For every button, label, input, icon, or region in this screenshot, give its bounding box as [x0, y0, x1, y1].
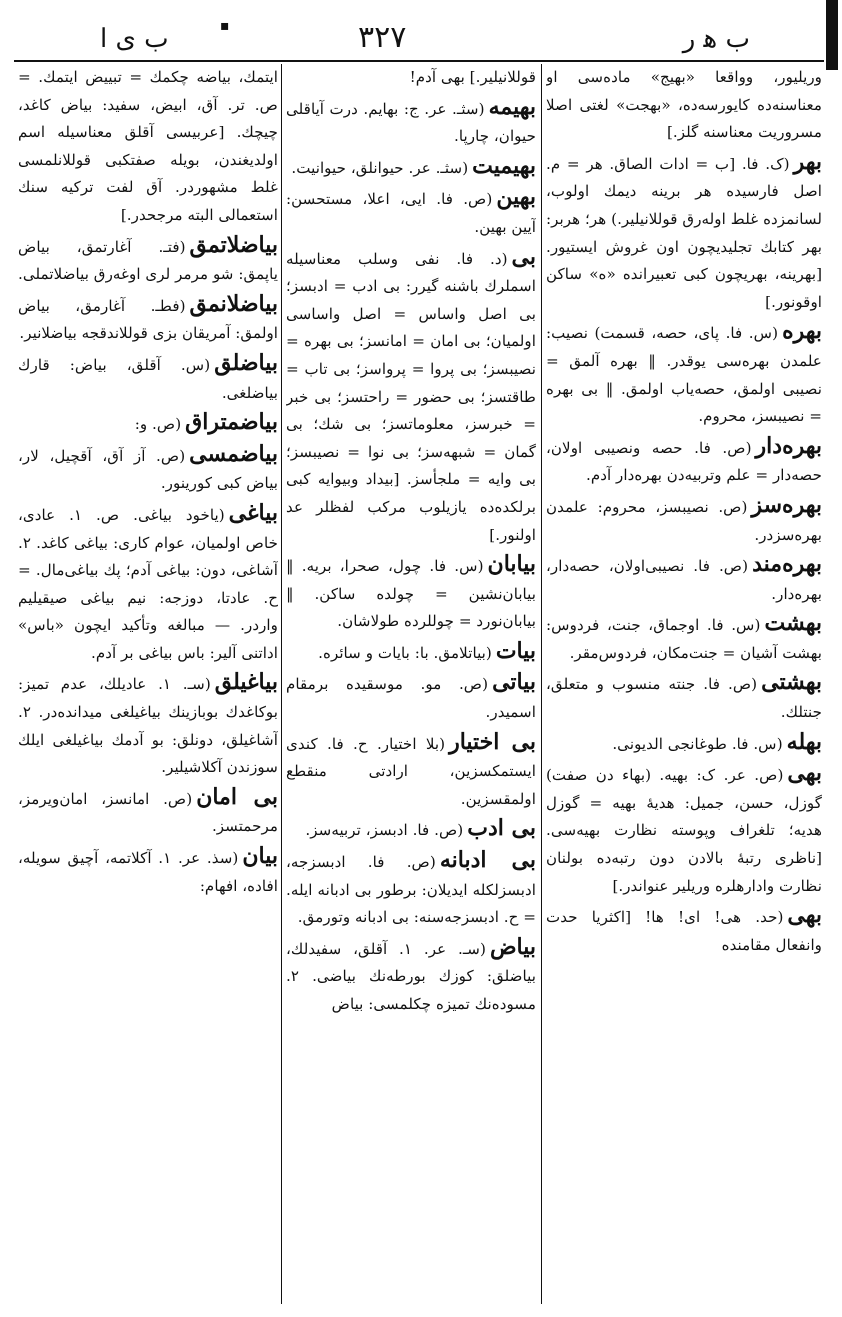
column-right [546, 64, 822, 1304]
dictionary-entry [286, 94, 536, 151]
entry-definition: (ص. فا. جنته منسوب و متعلق، جنتلك. [546, 675, 822, 722]
header-rule [14, 60, 824, 62]
entry-headword: بهر [793, 148, 822, 175]
column-middle [286, 64, 536, 1304]
entry-definition: (ص. و: [134, 415, 182, 434]
entry-definition: (ص. فا. ادبسز، تربیه‌سز. [305, 821, 464, 840]
entry-headword: بیاتی [492, 669, 536, 696]
dictionary-entry [286, 551, 536, 636]
entry-definition: (س. فا. طوغانجی الدیونی. [612, 734, 783, 753]
dictionary-entry [546, 318, 822, 430]
dictionary-entry [18, 669, 278, 781]
column-divider-left [281, 64, 282, 1304]
dictionary-entry [18, 500, 278, 668]
dictionary-entry [286, 64, 536, 92]
entry-definition: (سثـ. عر. حیوانلق، حیوانیت. [291, 158, 469, 177]
entry-headword: بیاض [489, 933, 536, 960]
entry-headword: بهره [782, 318, 822, 345]
dictionary-entry [18, 441, 278, 498]
entry-headword: بیان [242, 843, 278, 870]
entry-definition: (سثـ. عر. ج: بهایم. درت آیاقلی حیوان، چارپا. [286, 99, 536, 146]
entry-definition: (ص. مو. موسقیده برمقام اسمیدر. [286, 675, 536, 722]
page-number: ٣٢٧ [358, 20, 407, 55]
entry-headword: بهیمه [488, 93, 536, 120]
entry-definition: ایتمك، بیاضه چکمك = تبییض ایتمك. = ص. تر. آق، ابیض، سفید: بیاض کاغد، چیچك. [عربیسی آقلق معناسیله اسم اولدیغندن، بویله صفتکبی قوللانلمسی غلط مشهوردر. آق لفت ترکیه سنك استعمالی البته مرجحدر.] [18, 68, 278, 224]
dictionary-entry [286, 244, 536, 550]
entry-definition: (ص. آز آق، آقچیل، لار، بیاض کبی کورینور. [18, 446, 278, 493]
dictionary-entry [18, 409, 278, 439]
entry-definition: (س. آقلق، بیاض: قارك بیاضلغی. [18, 355, 278, 402]
entry-headword: بیاضلانمق [189, 290, 278, 317]
entry-definition: (فتـ. آغارتمق، بیاض یاپمق: شو مرمر لری اوغه‌رق بیاضلاتملی. [18, 237, 278, 284]
entry-headword: بی امان [196, 783, 278, 810]
dictionary-entry [546, 760, 822, 900]
entry-headword: بیاضلق [214, 349, 278, 376]
column-left [18, 64, 278, 1304]
dictionary-entry [18, 350, 278, 407]
dictionary-entry [286, 638, 536, 668]
entry-definition: (ص. فا. ایی، اعلا، مستحسن: آیین بهین. [286, 190, 536, 236]
entry-definition: (ص. نصیبسز، محروم: علمدن بهره‌سزدر. [546, 497, 822, 544]
entry-definition: (سـ. عر. ١. آقلق، سفیدلك، بیاضلق: کوزك بورطه‌نك بیاضی. ٢. مسوده‌نك تمیزه چکلمسی: بیاض [286, 939, 536, 1013]
entry-definition: (سـ. ١. عادیلك، عدم تمیز: بوکاغدك بوبازینك بیاغیلغی میدانده‌در. ٢. آشاغیلق، دونلق: بو آدمك بیاغیلغی ایلك سوزندن آکلاشیلیر. [18, 675, 278, 777]
entry-headword: بیاغیلق [214, 669, 278, 696]
entry-headword: بیابان [487, 551, 536, 578]
dictionary-entry [546, 669, 822, 726]
dictionary-entry [286, 669, 536, 726]
entry-headword: بیاضمسی [189, 440, 278, 467]
entry-definition: (بلا اختیار. ح. فا. کندی ایستمکسزین، ارادتی منقطع اولمقسزین. [286, 734, 536, 808]
dictionary-entry [18, 64, 278, 230]
entry-headword: بیاغی [228, 499, 278, 526]
entry-definition: (ص. فا. ادبسزجه، ادبسزلکله ایدیلان: برطور بی ادبانه ایله. = ح. ادبسزجه‌سنه: بی ادبانه وتورمق. [286, 853, 536, 927]
entry-headword: بهشت [764, 610, 822, 637]
dictionary-entry [18, 843, 278, 900]
entry-definition: قوللانیلیر.] بهی آدم! [409, 68, 536, 86]
entry-headword: بهره‌سز [751, 491, 822, 518]
entry-definition: (ص. امانسز، امان‌ویرمز، مرحمتسز. [18, 789, 278, 836]
entry-headword: بهشتی [761, 669, 822, 696]
running-header [0, 18, 842, 58]
entry-headword: بهره‌دار [755, 432, 822, 459]
entry-definition: (بیاتلامق. با: بایات و سائره. [318, 643, 492, 662]
dictionary-entry [286, 815, 536, 845]
entry-headword: بهیمیت [472, 152, 536, 179]
entry-definition: (ص. فا. نصیبی‌اولان، حصه‌دار، بهره‌دار. [546, 557, 822, 603]
entry-headword: بهی [787, 760, 822, 787]
entry-definition: (س. فا. چول، صحرا، بریه. ‖ بیابان‌نشین = چولده ساکن. ‖ بیابان‌نورد = چوللرده طولاشان. [286, 557, 536, 631]
entry-definition: (حد. هی! ای! ها! [اکثریا حدت وانفعال مقامنده [546, 908, 822, 954]
header-left-guide-word: ب ی ا [100, 24, 169, 54]
dictionary-entry [18, 291, 278, 348]
entry-headword: بهله [786, 728, 822, 755]
dictionary-entry [546, 64, 822, 147]
entry-definition: (س. فا. اوجماق، جنت، فردوس: بهشت آشیان = جنت‌مکان، فردوس‌مقر. [546, 616, 822, 662]
dictionary-entry [546, 149, 822, 317]
entry-definition: وریلیور، وواقعا «بهیج» ماده‌سی او معناسنه‌ده کایورسه‌ده، «بهجت» لغتی اصلا مسروریت معناسنه گلز.] [546, 68, 822, 142]
entry-definition: (ک. فا. [ب = ادات الصاق. هر = م. اصل فارسیده هر برینه دیمك اولوب، لسانمزده غلط اوله‌رق قوللانیلیر.) هر؛ هربر: بهر کتابك تجلیدیچون اون غروش ایستیور. [بهرینه، بهریچون کبی تعبیرانده «ه» ساکن اوقونور.] [546, 154, 822, 311]
entry-headword: بی ادب [467, 815, 536, 842]
entry-headword: بیاضلاتمق [189, 231, 278, 258]
dictionary-entry [546, 551, 822, 608]
entry-headword: بهره‌مند [752, 551, 822, 578]
header-right-guide-word: ب ﻫ ر [682, 24, 750, 54]
dictionary-entry [546, 492, 822, 549]
entry-headword: بی اختیار [449, 728, 536, 755]
dictionary-entry [286, 934, 536, 1019]
entry-definition: (د. فا. نفی وسلب معناسیله اسملرك باشنه گیرر: بی ادب = ادبسز؛ بی اصل واساس = اصل واساسی اولمیان؛ بی امان = امانسز؛ بی بهره = نصیبسز؛ بی پروا = پرواسز؛ بی تاب = طاقتسز؛ بی حضور = راحتسز؛ بی خبر = خبرسز، معلوماتسز؛ بی شك؛ بی گمان = شبهه‌سز؛ بی نوا = نصیبسز؛ بی وایه = ملجأسز. [بیداد وبیوایه کبی برلکده‌ده یازیلوب مرکب لفظلر عد اولنور.] [286, 249, 536, 544]
entry-definition: (فطـ. آغارمق، بیاض اولمق: آمریقان بزی قوللاندقجه بیاضلانیر. [18, 296, 278, 343]
entry-definition: (سذ. عر. ١. آکلاتمه، آچیق سویله، افاده، افهام: [18, 849, 278, 895]
dictionary-entry [286, 184, 536, 241]
dictionary-entry [286, 729, 536, 814]
entry-headword: بیات [495, 637, 536, 664]
dictionary-entry [286, 847, 536, 932]
entry-definition: (ص. فا. حصه ونصیبی اولان، حصه‌دار = علم وتربیه‌دن بهره‌دار آدم. [546, 438, 822, 485]
entry-definition: (س. فا. پای، حصه، قسمت) نصیب: علمدن بهره‌سی یوقدر. ‖ بهره آلمق = نصیبی اولمق، حصه‌یاب اولمق. ‖ بی بهره = نصیبسز، محروم. [546, 324, 822, 426]
page-edge-bar [826, 0, 838, 70]
entry-headword: بی ادبانه [439, 847, 536, 874]
entry-headword: بیاضمتراق [185, 409, 278, 436]
entry-definition: (ص. عر. ک: بهیه. (بهاء دن صفت) گوزل، حسن، جمیل: هدیهٔ بهیه = گوزل هدیه؛ تلغراف وپوسته نظارت بهیه‌سی. [ناظری رتبهٔ بالادن دون رتبه‌ده بولنان نظارت وادارهلره وریلیر عنواندر.] [546, 766, 822, 895]
dictionary-entry [546, 729, 822, 759]
dictionary-entry [18, 784, 278, 841]
dictionary-entry [546, 433, 822, 490]
column-divider-right [541, 64, 542, 1304]
dictionary-entry [286, 153, 536, 183]
entry-headword: بهی [787, 902, 822, 929]
header-mark: ▪ [220, 18, 230, 34]
entry-headword: بهین [496, 184, 536, 211]
dictionary-entry [18, 232, 278, 289]
dictionary-entry [546, 610, 822, 667]
entry-definition: (یاخود بیاغی. ص. ١. عادی، خاص اولمیان، عوام کاری: بیاغی کاغد. ٢. آشاغی، دون: بیاغی آدم؛ پك بیاغی‌مال. = ح. عادتا، دوزجه: نیم بیاغی صیقیلیم واردر. — مبالغه وتأکید ایچون «باس» اداتنی آلیر: باس بیاغی بر آدم. [18, 505, 278, 662]
entry-headword: بی [511, 243, 536, 270]
dictionary-entry [546, 902, 822, 959]
